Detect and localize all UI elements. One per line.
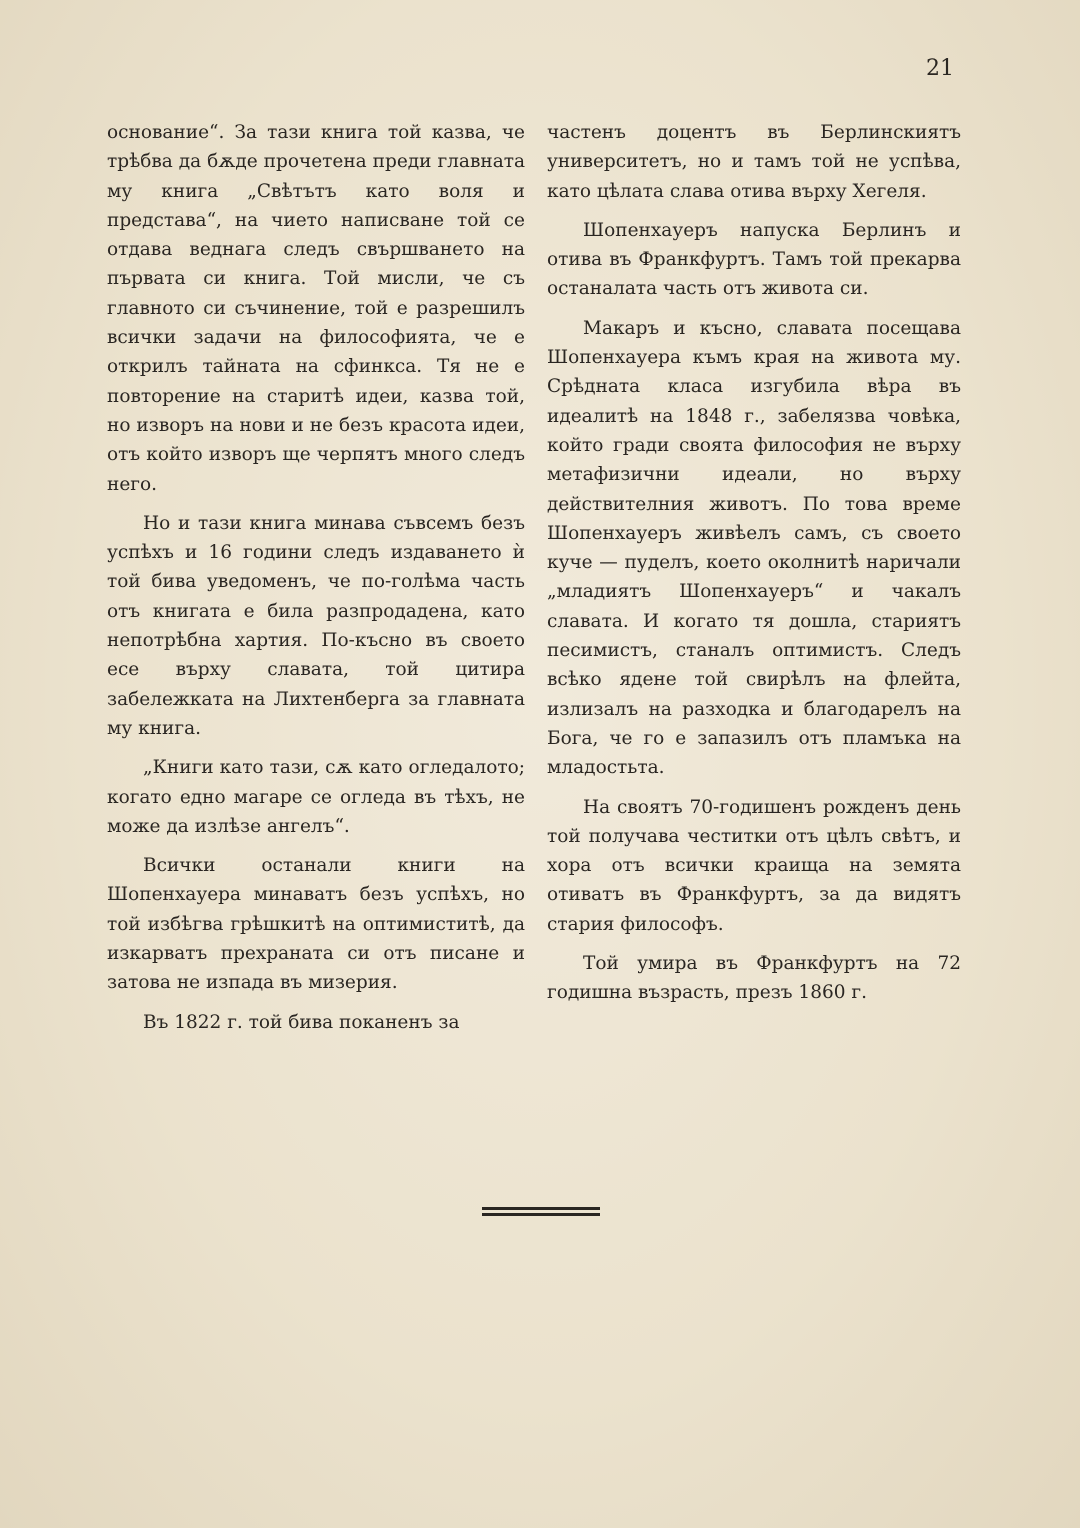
paragraph: Но и тази книга минава съвсемъ безъ успѣхъ и 16 години следъ издаването ѝ той бива уведоменъ, че по-голѣма часть отъ книгата е била разпродадена, като непотрѣбна хартия. По-късно въ своето есе върху славата, той цитира забележката на Лихтенберга за главната му книга. [107, 512, 525, 739]
paragraph: основание“. За тази книга той казва, че трѣбва да бѫде прочетена преди главната му книга „Свѣтътъ като воля и представа“, на чието написване той се отдава веднага следъ свършването на първата си книга. Той мисли, че съ главното си съчинение, той е разрешилъ всички задачи на философията, че е открилъ тайната на сфинкса. Тя не е повторение на старитѣ идеи, казва той, но изворъ на нови и не безъ красота идеи, отъ който изворъ ще черпятъ много следъ него. [107, 122, 525, 495]
left-column [107, 118, 525, 1047]
paragraph: Шопенхауеръ напуска Берлинъ и отива въ Франкфуртъ. Тамъ той прекарва останалата часть отъ живота си. [547, 219, 961, 300]
page-number: 21 [926, 56, 954, 81]
divider-rule [482, 1207, 600, 1210]
paragraph: Всички останали книги на Шопенхауера минаватъ безъ успѣхъ, но той избѣгва грѣшкитѣ на оптимиститѣ, да изкарватъ прехраната си отъ писане и затова не изпада въ мизерия. [107, 855, 525, 994]
right-column [547, 118, 961, 1018]
paragraph: частенъ доцентъ въ Берлинскиятъ университетъ, но и тамъ той не успѣва, като цѣлата слава отива върху Хегеля. [547, 122, 961, 202]
paragraph: Той умира въ Франкфуртъ на 72 годишна възрасть, презъ 1860 г. [547, 953, 961, 1004]
quote-paragraph: „Книги като тази, сѫ като огледалото; когато едно магаре се огледа въ тѣхъ, не може да излѣзе ангелъ“. [107, 757, 525, 837]
divider-rule [482, 1213, 600, 1216]
paragraph: На своятъ 70-годишенъ рожденъ день той получава честитки отъ цѣлъ свѣтъ, и хора отъ всички краища на земята отиватъ въ Франкфуртъ, за да видятъ стария философъ. [547, 796, 961, 935]
paragraph: Макаръ и късно, славата посещава Шопенхауера къмъ края на живота му. Срѣдната класа изгубила вѣра въ идеалитѣ на 1848 г., забелязва човѣка, който гради своята философия не върху метафизични идеали, но върху действителния животъ. По това време Шопенхауеръ живѣелъ самъ, съ своето куче — пуделъ, което околнитѣ наричали „младиятъ Шопенхауеръ“ и чакалъ славата. И когато тя дошла, стариятъ песимистъ, станалъ оптимистъ. Следъ всѣко ядене той свирѣлъ на флейта, излизалъ на разходка и благодарелъ на Бога, че го е запазилъ отъ пламъка на младостьта. [547, 317, 961, 779]
end-divider [482, 1207, 600, 1219]
paragraph: Въ 1822 г. той бива поканенъ за [143, 1011, 460, 1033]
